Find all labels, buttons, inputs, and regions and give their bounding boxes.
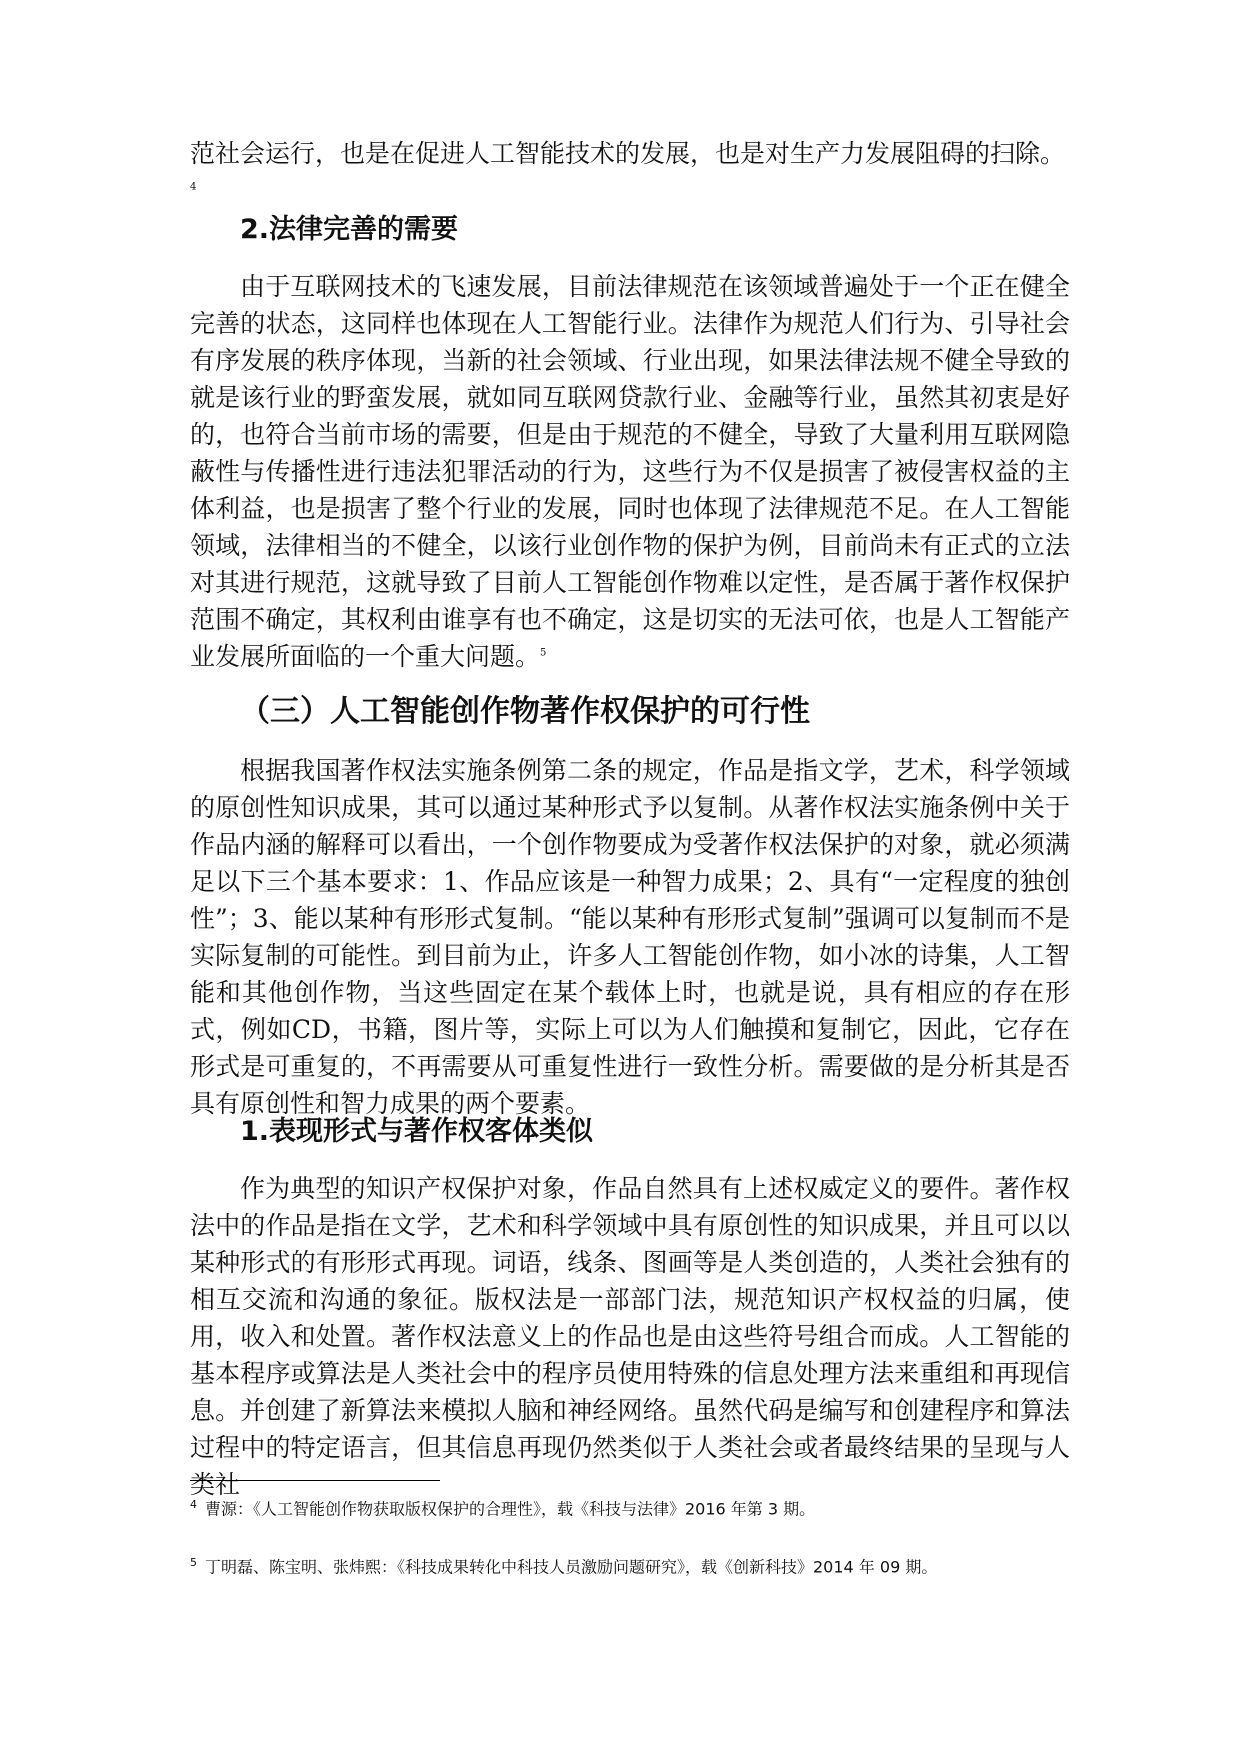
footnote-number: 5 xyxy=(190,1556,197,1569)
footnote-ref: 5 xyxy=(540,647,547,659)
footnote-ref: 4 xyxy=(190,181,197,193)
paragraph-expression xyxy=(190,1170,1070,1503)
subsection-heading: 1.表现形式与著作权客体类似 xyxy=(240,1116,594,1147)
paragraph-text: 范社会运行，也是在促进人工智能技术的发展，也是对生产力发展阻碍的扫除。 xyxy=(190,139,1066,168)
footnote-text: 丁明磊、陈宝明、张炜熙：《科技成果转化中科技人员激励问题研究》，载《创新科技》2014 年 09 期。 xyxy=(205,1557,938,1577)
footnote-4 xyxy=(190,1494,1090,1520)
paragraph-legal-need xyxy=(190,268,1070,675)
footnote-text: 曹源：《人工智能创作物获取版权保护的合理性》，载《科技与法律》2016 年第 3 期。 xyxy=(205,1499,816,1519)
footnote-5 xyxy=(190,1552,1090,1578)
paragraph-continuation xyxy=(190,135,1070,209)
footnote-number: 4 xyxy=(190,1498,197,1511)
paragraph-text: 根据我国著作权法实施条例第二条的规定，作品是指文学，艺术，科学领域的原创性知识成果，其可以通过某种形式予以复制。从著作权法实施条例中关于作品内涵的解释可以看出，一个创作物要成为受著作权法保护的对象，就必须满足以下三个基本要求：1、作品应该是一种智力成果；2、具有“一定程度的独创性”；3、能以某种有形形式复制。“能以某种有形形式复制”强调可以复制而不是实际复制的可能性。到目前为止，许多人工智能创作物，如小冰的诗集，人工智能和其他创作物，当这些固定在某个载体上时，也就是说，具有相应的存在形式，例如CD，书籍，图片等，实际上可以为人们触摸和复制它，因此，它存在形式是可重复的，不再需要从可重复性进行一致性分析。需要做的是分析其是否具有原创性和智力成果的两个要素。 xyxy=(190,756,1070,1118)
paragraph-text: 由于互联网技术的飞速发展，目前法律规范在该领域普遍处于一个正在健全完善的状态，这同样也体现在人工智能行业。法律作为规范人们行为、引导社会有序发展的秩序体现，当新的社会领域、行业出现，如果法律法规不健全导致的就是该行业的野蛮发展，就如同互联网贷款行业、金融等行业，虽然其初衷是好的，也符合当前市场的需要，但是由于规范的不健全，导致了大量利用互联网隐蔽性与传播性进行违法犯罪活动的行为，这些行为不仅是损害了被侵害权益的主体利益，也是损害了整个行业的发展，同时也体现了法律规范不足。在人工智能领域，法律相当的不健全，以该行业创作物的保护为例，目前尚未有正式的立法对其进行规范，这就导致了目前人工智能创作物难以定性，是否属于著作权保护范围不确定，其权利由谁享有也不确定，这是切实的无法可依，也是人工智能产业发展所面临的一个重大问题。 xyxy=(190,272,1070,671)
section-heading: （三）人工智能创作物著作权保护的可行性 xyxy=(240,694,810,729)
paragraph-text: 作为典型的知识产权保护对象，作品自然具有上述权威定义的要件。著作权法中的作品是指在文学，艺术和科学领域中具有原创性的知识成果，并且可以以某种形式的有形形式再现。词语，线条、图画等是人类创造的，人类社会独有的相互交流和沟通的象征。版权法是一部部门法，规范知识产权权益的归属，使用，收入和处置。著作权法意义上的作品也是由这些符号组合而成。人工智能的基本程序或算法是人类社会中的程序员使用特殊的信息处理方法来重组和再现信息。并创建了新算法来模拟人脑和神经网络。虽然代码是编写和创建程序和算法过程中的特定语言，但其信息再现仍然类似于人类社会或者最终结果的呈现与人类社 xyxy=(190,1174,1070,1499)
paragraph-feasibility xyxy=(190,752,1070,1122)
subsection-heading: 2.法律完善的需要 xyxy=(240,214,459,245)
footnote-divider xyxy=(190,1480,440,1481)
